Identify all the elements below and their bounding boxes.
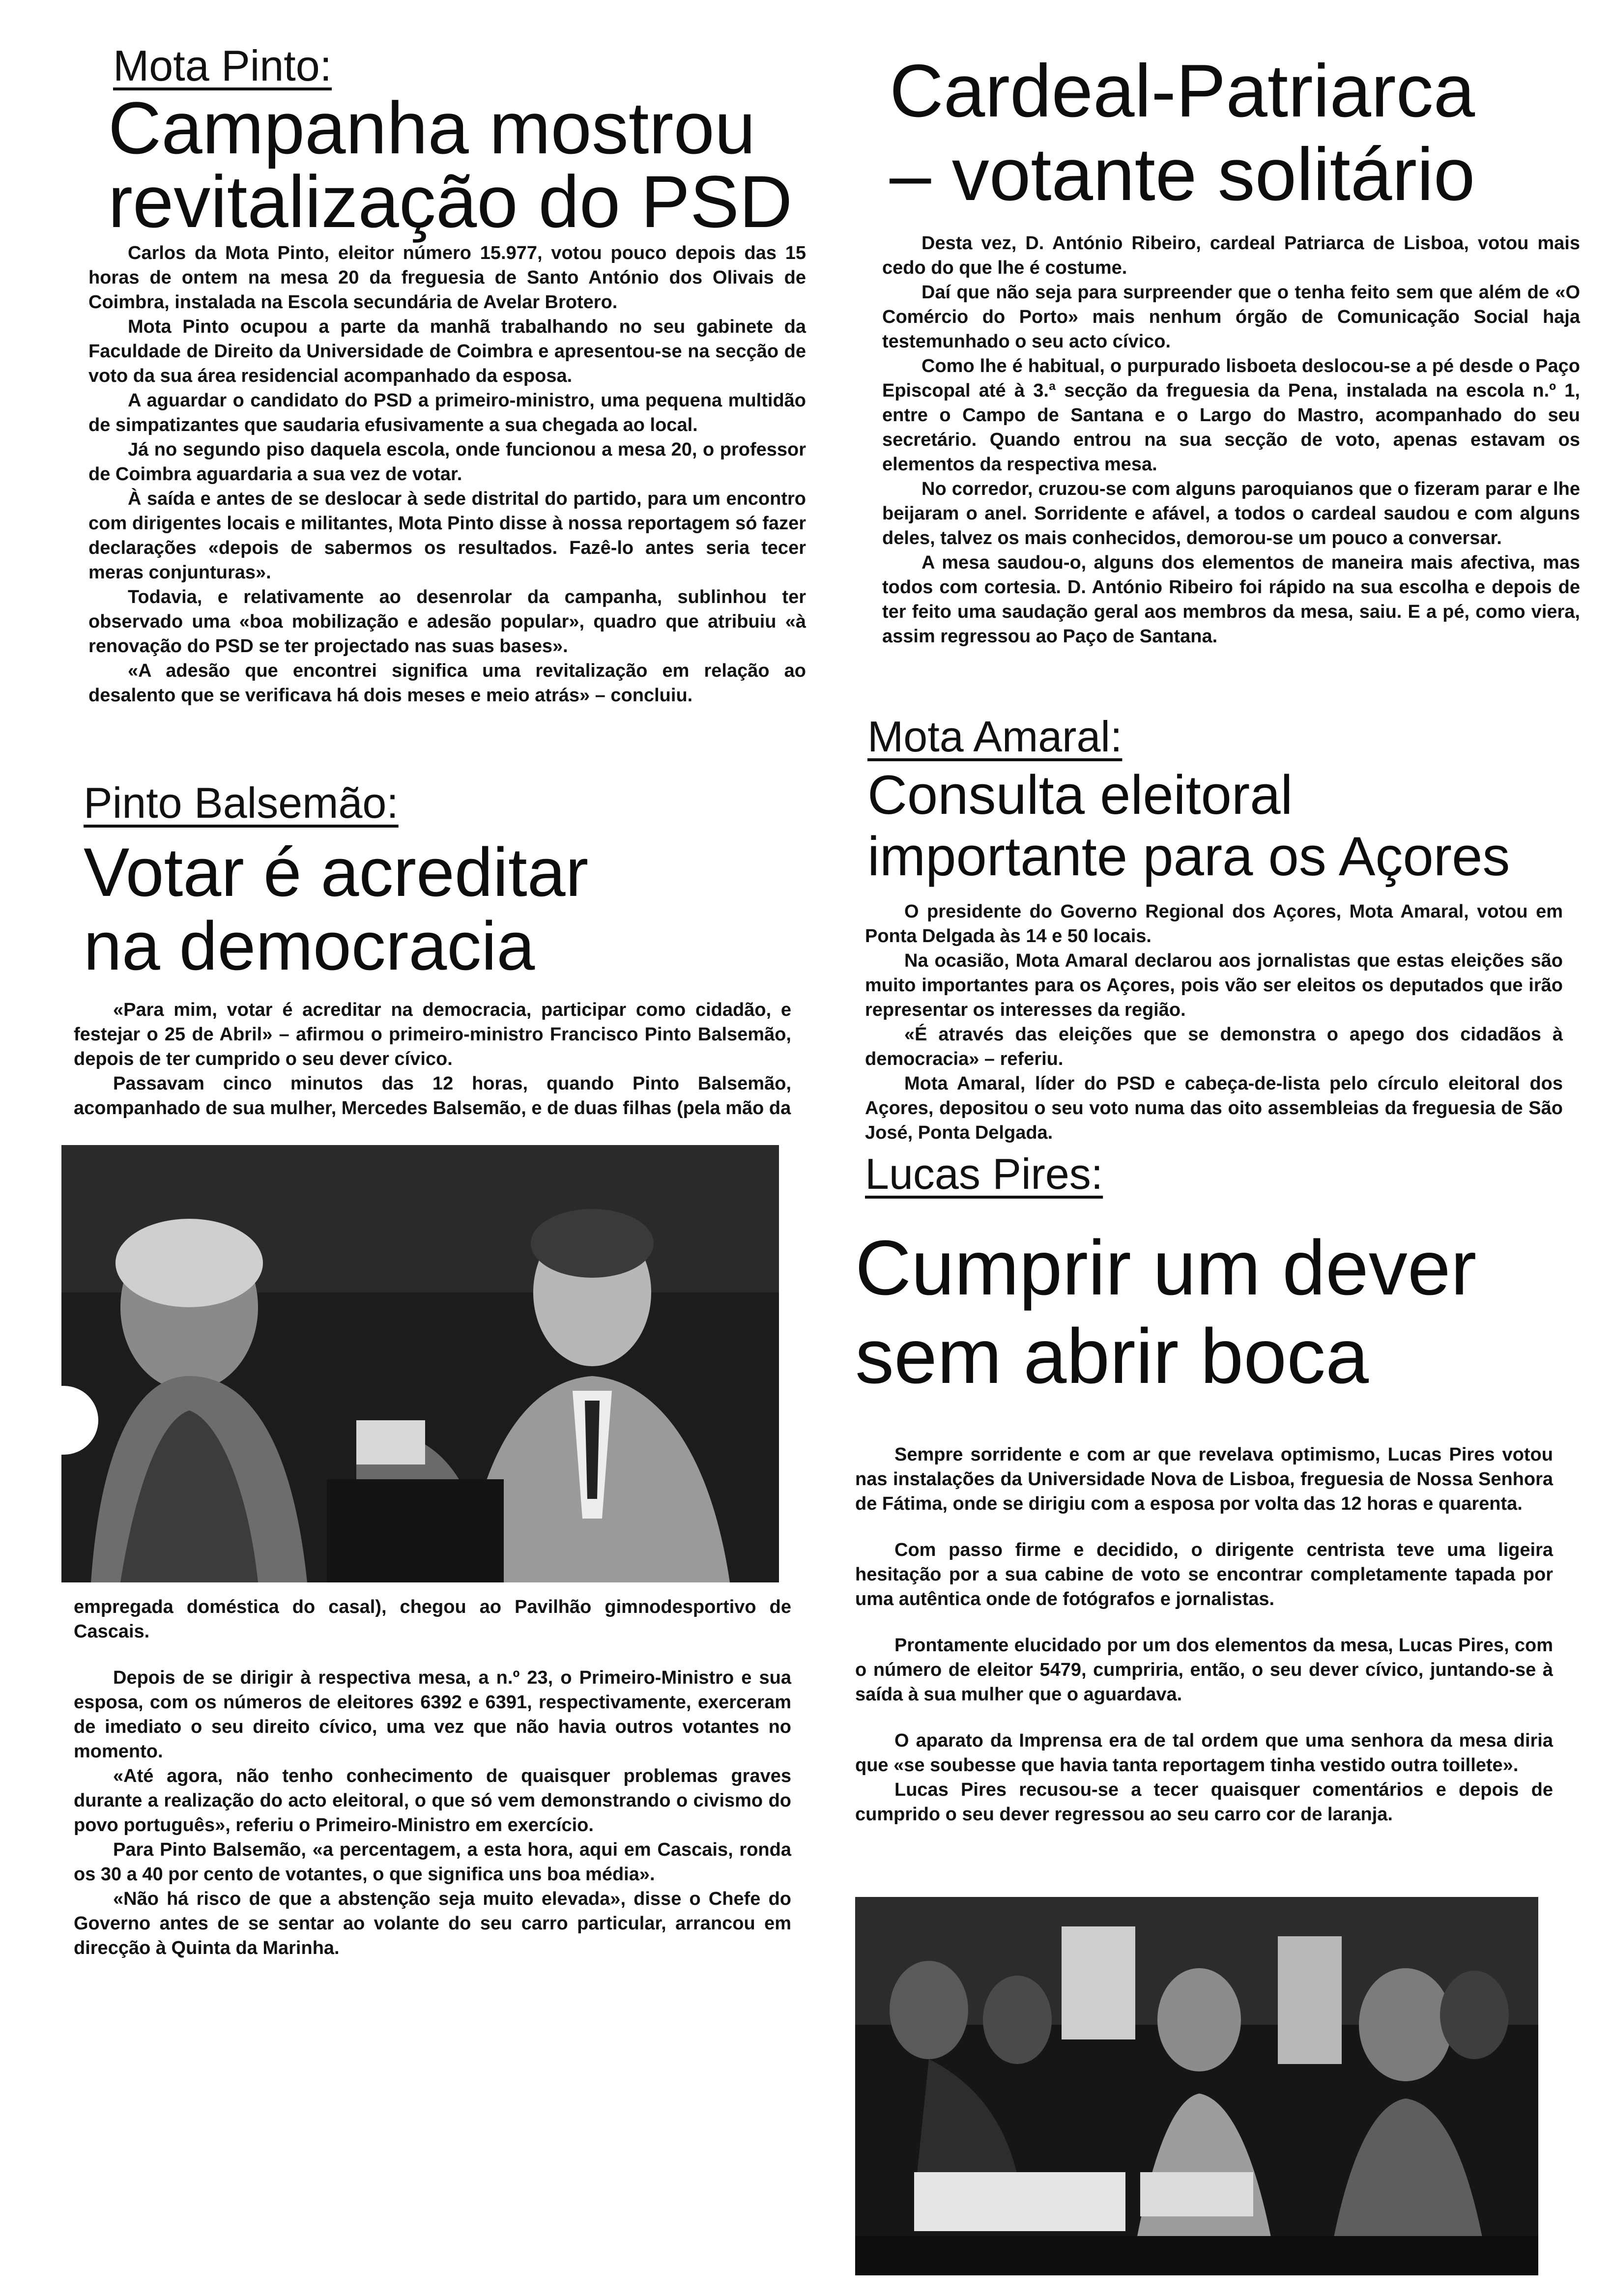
article-body-pinto-balsemao-bottom [74,1595,791,1960]
paragraph: Para Pinto Balsemão, «a percentagem, a esta hora, aqui em Cascais, ronda os 30 a 40 por cento de votantes, o que significa uns boa média». [74,1839,791,1885]
paragraph: Mota Amaral, líder do PSD e cabeça-de-lista pelo círculo eleitoral dos Açores, depositou o seu voto numa das oito assembleias da freguesia de São José, Ponta Delgada. [865,1073,1563,1143]
paragraph: Prontamente elucidado por um dos elementos da mesa, Lucas Pires, com o número de eleitor 5479, cumpriria, então, o seu dever cívico, juntando-se à saída à sua mulher que o aguardava. [855,1635,1553,1705]
headline-pinto-balsemao [84,835,588,983]
headline-line: Votar é acreditar [84,833,589,911]
article-body-mota-pinto [88,241,806,708]
photo-pinto-balsemao [61,1145,779,1582]
headline-mota-pinto [108,86,793,243]
photo-lucas-pires [855,1897,1538,2275]
headline-cardeal-patriarca [890,49,1475,216]
paragraph: No corredor, cruzou-se com alguns paroquianos que o fizeram parar e lhe beijaram o anel. Sorridente e afável, a todos o cardeal saudou e com alguns deles, talvez os mais conhecidos, demorou-se um pouco a conversar. [882,479,1580,548]
paragraph: «Para mim, votar é acreditar na democracia, participar como cidadão, e festejar o 25 de Abril» – afirmou o primeiro-ministro Francisco Pinto Balsemão, depois de ter cumprido o seu dever cívico. [74,1000,791,1069]
article-body-cardeal-patriarca [882,231,1580,649]
paragraph: «É através das eleições que se demonstra o apego dos cidadãos à democracia» – referiu. [865,1024,1563,1069]
paragraph: Todavia, e relativamente ao desenrolar da campanha, sublinhou ter observado uma «boa mobilização e adesão popular», quadro que atribuiu «à renovação do PSD se ter projectado nas suas bases». [88,587,806,657]
kicker-mota-pinto: Mota Pinto: [113,41,332,90]
paragraph: Desta vez, D. António Ribeiro, cardeal Patriarca de Lisboa, votou mais cedo do que lhe é costume. [882,233,1580,278]
paragraph: Mota Pinto ocupou a parte da manhã trabalhando no seu gabinete da Faculdade de Direito da Universidade de Coimbra e apresentou-se na secção de voto da sua área residencial acompanhado da esposa. [88,316,806,386]
headline-line: revitalização do PSD [108,160,793,243]
paragraph: Passavam cinco minutos das 12 horas, quando Pinto Balsemão, acompanhado de sua mulher, Mercedes Balsemão, e de duas filhas (pela mão da [74,1073,791,1119]
paragraph: O presidente do Governo Regional dos Açores, Mota Amaral, votou em Ponta Delgada às 14 e 50 locais. [865,901,1563,947]
paragraph: empregada doméstica do casal), chegou ao Pavilhão gimnodesportivo de Cascais. [74,1597,791,1642]
paragraph: Carlos da Mota Pinto, eleitor número 15.977, votou pouco depois das 15 horas de ontem na mesa 20 da freguesia de Santo António dos Olivais de Coimbra, instalada na Escola secundária de Avelar Brotero. [88,243,806,313]
article-body-pinto-balsemao-top [74,998,791,1120]
kicker-lucas-pires: Lucas Pires: [865,1149,1103,1198]
kicker-mota-amaral: Mota Amaral: [867,712,1123,761]
paragraph: Na ocasião, Mota Amaral declarou aos jornalistas que estas eleições são muito importantes para os Açores, pois vão ser eleitos os deputados que irão representar os interesses da região. [865,950,1563,1020]
paragraph: Daí que não seja para surpreender que o tenha feito sem que além de «O Comércio do Porto» mais nenhum órgão de Comunicação Social haja testemunhado o seu acto cívico. [882,282,1580,352]
paragraph: Já no segundo piso daquela escola, onde funcionou a mesa 20, o professor de Coimbra aguardaria a sua vez de votar. [88,439,806,485]
paragraph: Sempre sorridente e com ar que revelava optimismo, Lucas Pires votou nas instalações da Universidade Nova de Lisboa, freguesia de Nossa Senhora de Fátima, onde se dirigiu com a esposa por volta das 12 horas e quarenta. [855,1444,1553,1514]
article-body-mota-amaral [865,899,1563,1145]
headline-line: Cardeal-Patriarca [890,49,1475,133]
headline-lucas-pires [855,1224,1476,1401]
headline-line: – votante solitário [890,133,1475,216]
paragraph: A mesa saudou-o, alguns dos elementos de maneira mais afectiva, mas todos com cortesia. D. António Ribeiro foi rápido na sua escolha e depois de ter feito uma saudação geral aos membros da mesa, saiu. E a pé, como viera, assim regressou ao Paço de Santana. [882,552,1580,647]
headline-line: Cumprir um dever [855,1225,1477,1311]
paragraph: O aparato da Imprensa era de tal ordem que uma senhora da mesa diria que «se soubesse que havia tanta reportagem tinha vestido outra toillete». [855,1730,1553,1776]
paragraph: «Até agora, não tenho conhecimento de quaisquer problemas graves durante a realização do acto eleitoral, o que só vem demonstrando o civismo do povo português», referiu o Primeiro-Ministro em exercício. [74,1766,791,1836]
headline-line: Campanha mostrou [108,86,756,169]
article-body-lucas-pires [855,1442,1553,1827]
headline-line: na democracia [84,907,535,984]
paragraph: «Não há risco de que a abstenção seja muito elevada», disse o Chefe do Governo antes de se sentar ao volante do seu carro particular, arrancou em direcção à Quinta da Marinha. [74,1889,791,1958]
paragraph: Como lhe é habitual, o purpurado lisboeta deslocou-se a pé desde o Paço Episcopal até à 3.ª secção da freguesia da Pena, instalada na escola n.º 1, entre o Campo de Santana e o Largo do Mastro, acompanhado do seu secretário. Quando entrou na sua secção de voto, apenas estavam os elementos da respectiva mesa. [882,356,1580,475]
paragraph: «A adesão que encontrei significa uma revitalização em relação ao desalento que se verificava há dois meses e meio atrás» – concluiu. [88,660,806,706]
paragraph: Com passo firme e decidido, o dirigente centrista teve uma ligeira hesitação por a sua cabine de voto se encontrar completamente tapada por uma autêntica onde de fotógrafos e jornalistas. [855,1540,1553,1609]
paragraph: A aguardar o candidato do PSD a primeiro-ministro, uma pequena multidão de simpatizantes que saudaria efusivamente a sua chegada ao local. [88,390,806,435]
headline-line: Consulta eleitoral [867,764,1293,826]
headline-line: sem abrir boca [855,1313,1369,1400]
headline-mota-amaral [867,764,1510,887]
paragraph: Depois de se dirigir à respectiva mesa, a n.º 23, o Primeiro-Ministro e sua esposa, com os números de eleitores 6392 e 6391, respectivamente, exerceram de imediato o seu direito cívico, uma vez que não havia outros votantes no momento. [74,1667,791,1762]
paragraph: Lucas Pires recusou-se a tecer quaisquer comentários e depois de cumprido o seu dever regressou ao seu carro cor de laranja. [855,1779,1553,1825]
paragraph: À saída e antes de se deslocar à sede distrital do partido, para um encontro com dirigentes locais e militantes, Mota Pinto disse à nossa reportagem só fazer declarações «depois de sabermos os resultados. Fazê-lo antes seria tecer meras conjunturas». [88,488,806,583]
headline-line: importante para os Açores [867,826,1510,887]
kicker-pinto-balsemao: Pinto Balsemão: [84,778,399,827]
